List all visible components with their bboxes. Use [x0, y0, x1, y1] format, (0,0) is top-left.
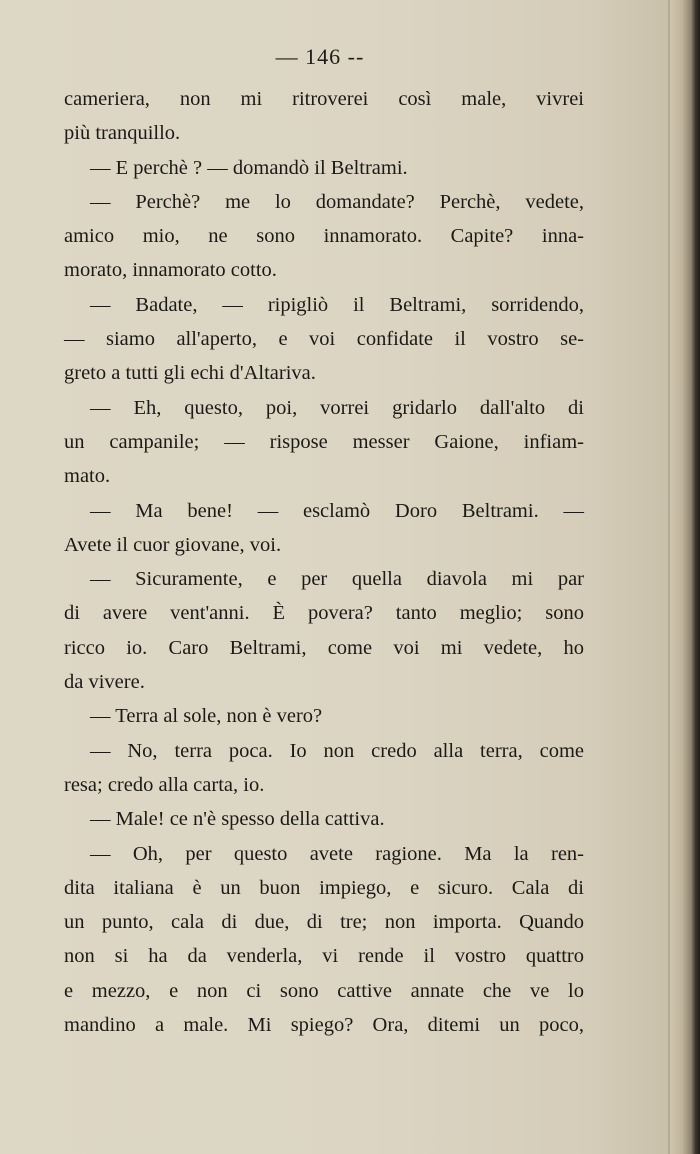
text-line: mandino a male. Mi spiego? Ora, ditemi un poco, — [64, 1014, 584, 1037]
binding-gutter — [670, 0, 700, 1154]
body-text — [64, 82, 584, 1042]
text-line: — Oh, per questo avete ragione. Ma la ren- — [90, 842, 584, 865]
text-line: — Sicuramente, e per quella diavola mi par — [90, 568, 584, 591]
text-line: resa; credo alla carta, io. — [64, 773, 265, 796]
text-line: morato, innamorato cotto. — [64, 259, 277, 282]
text-line: — siamo all'aperto, e voi confidate il vostro se- — [64, 328, 584, 351]
text-line: più tranquillo. — [64, 122, 181, 145]
text-line: — E perchè ? — domandò il Beltrami. — [90, 156, 408, 179]
page-number: — 146 -- — [275, 44, 365, 69]
text-line: dita italiana è un buon impiego, e sicuro. Cala di — [64, 876, 584, 899]
text-line: amico mio, ne sono innamorato. Capite? inna- — [64, 225, 584, 248]
text-line: di avere vent'anni. È povera? tanto meglio; sono — [64, 602, 584, 625]
text-line: cameriera, non mi ritroverei così male, vivrei — [64, 88, 584, 110]
text-line: non si ha da venderla, vi rende il vostro quattro — [64, 945, 584, 968]
text-line: — No, terra poca. Io non credo alla terra, come — [90, 739, 584, 762]
text-line: Avete il cuor giovane, voi. — [64, 533, 282, 556]
text-line: — Terra al sole, non è vero? — [90, 705, 323, 728]
text-line: — Ma bene! — esclamò Doro Beltrami. — — [90, 499, 584, 522]
text-line: ricco io. Caro Beltrami, come voi mi vedete, ho — [64, 636, 584, 659]
text-line: un punto, cala di due, di tre; non importa. Quando — [64, 911, 584, 934]
text-line: da vivere. — [64, 671, 145, 694]
text-line: — Eh, questo, poi, vorrei gridarlo dall'alto di — [90, 396, 584, 419]
text-line: — Badate, — ripigliò il Beltrami, sorridendo, — [90, 293, 584, 316]
text-line: — Male! ce n'è spesso della cattiva. — [90, 808, 385, 831]
text-line: greto a tutti gli echi d'Altariva. — [64, 362, 316, 385]
text-line: e mezzo, e non ci sono cattive annate che ve lo — [64, 979, 584, 1002]
text-line: mato. — [64, 465, 111, 488]
text-line: un campanile; — rispose messer Gaione, infiam- — [64, 430, 584, 453]
text-line: — Perchè? me lo domandate? Perchè, vedete, — [90, 190, 584, 213]
